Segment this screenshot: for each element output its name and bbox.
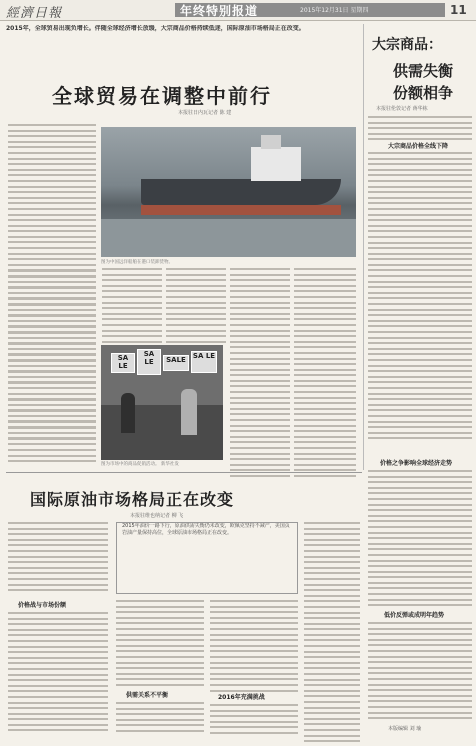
article1-body-col4 (230, 268, 290, 481)
market-sale-photo (101, 345, 223, 460)
sidebar-body-1 (368, 116, 472, 144)
intro-text: 2015年，全球贸易出现负增长。伴随全球经济增长放缓，大宗商品价格持续低迷，国际原油市场格局正在改变。 (6, 25, 305, 32)
article2-body-col1b (8, 612, 108, 735)
sidebar-section-2: 价格之争影响全球经济走势 (380, 460, 453, 467)
newspaper-logo: 經濟日報 (6, 6, 63, 21)
article1-body-col3 (166, 268, 226, 346)
sidebar-body-3 (368, 470, 472, 610)
sidebar-section-3: 低价反弹或成明年趋势 (384, 612, 445, 619)
issue-date: 2015年12月31日 星期四 (300, 7, 369, 14)
cargo-ship-photo (101, 127, 356, 257)
article2-body-col3b (210, 704, 298, 738)
article2-headline: 国际原油市场格局正在改变 (30, 490, 235, 509)
page-number: 11 (450, 3, 467, 17)
article2-section-2: 供需关系不平衡 (126, 692, 169, 699)
sidebar-body-4 (368, 622, 472, 723)
article1-headline: 全球贸易在调整中前行 (52, 84, 272, 108)
sale-sign-2: SA LE (137, 349, 161, 375)
article2-quote-box: 2015年油价一路下行，原油供需失衡仍未改变，欧佩克坚持不减产，美国页岩油产量保持高位，全球原油市场格局正在改变。 (116, 522, 298, 594)
sidebar-body-2 (368, 152, 472, 443)
article-divider (6, 472, 362, 473)
article1-byline: 本报驻日内瓦记者 陈 建 (178, 110, 232, 116)
page-editor: 本版编辑 刘 瑜 (388, 726, 422, 732)
article2-byline: 本报驻维也纳记者 柳 飞 (130, 513, 184, 519)
article1-body-col2 (102, 268, 162, 346)
article2-body-col2b (116, 702, 204, 736)
article1-body-col1b (8, 270, 96, 466)
article2-body-col4 (304, 522, 360, 746)
sidebar-byline: 本报驻伦敦记者 蒋华栋 (376, 106, 428, 112)
article2-section-3: 2016年充满挑战 (218, 694, 265, 701)
sale-sign-1: SA LE (111, 353, 135, 373)
sale-sign-3: SALE (163, 355, 189, 371)
section-title: 年终特别报道 (180, 4, 259, 18)
article2-body-col1 (8, 522, 108, 595)
ship-photo-caption: 图为中国远洋船舶在港口装卸货物。 (101, 260, 173, 265)
column-divider (363, 24, 364, 470)
sidebar-headline-line2: 份额相争 (392, 84, 453, 102)
market-photo-caption: 图为市场中的商品促销活动。 新华社发 (101, 462, 179, 467)
article2-body-col2 (116, 600, 204, 690)
sidebar-section-1: 大宗商品价格全线下降 (388, 143, 449, 150)
article2-body-col3 (210, 600, 298, 695)
article2-section-1: 价格战与市场份额 (18, 602, 67, 609)
sidebar-headline-line1: 供需失衡 (392, 62, 453, 80)
sale-sign-4: SA LE (191, 351, 217, 373)
sidebar-headline (388, 60, 458, 104)
article1-body-col5 (294, 268, 356, 481)
sidebar-title: 大宗商品： (372, 37, 442, 53)
